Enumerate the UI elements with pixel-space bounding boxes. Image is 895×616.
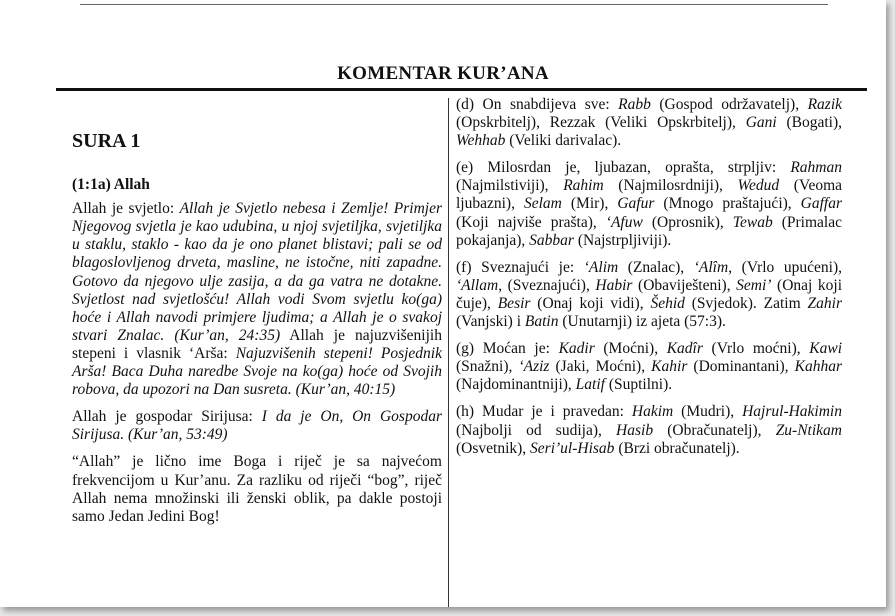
italic-text-run: Hakim <box>631 403 674 421</box>
italic-text-run: Batin <box>524 313 559 331</box>
italic-text-run: ‘Alim <box>583 258 619 276</box>
text-run: (Mudri), <box>673 403 743 421</box>
paragraph-f <box>456 259 842 331</box>
text-run: (Moćni), <box>594 340 667 358</box>
text-run: (Najmilosrdniji), <box>603 177 738 195</box>
text-run: (Opskrbitelj), Rezzak (Veliki Opskrbitelj), <box>456 114 746 132</box>
text-run: (Najstrpljiviji). <box>573 231 672 249</box>
verse-subheading: (1:1a) Allah <box>72 176 150 194</box>
text-run: (Znalac), <box>618 258 694 276</box>
italic-text-run: Kahhar <box>794 358 842 376</box>
text-run: (Dominantani), <box>687 358 795 376</box>
italic-text-run: ‘Alîm <box>693 258 729 276</box>
italic-text-run: Rahim <box>563 177 604 195</box>
text-run: (Onaj koji čuje), <box>456 276 843 312</box>
italic-text-run: Tewab <box>732 213 773 231</box>
italic-text-run: Kahir <box>651 358 688 376</box>
paragraph-g <box>456 340 842 394</box>
italic-text-run: Hajrul-Hakimin <box>742 403 842 421</box>
text-run: (Gospod održavatelj), <box>650 96 808 113</box>
text-run: , (Vrlo upućeni), <box>728 258 842 276</box>
text-run: Allah je svjetlo: <box>72 200 180 218</box>
paragraph-d <box>456 96 842 150</box>
italic-text-run: Kadîr <box>666 340 703 358</box>
text-run: (Mir), <box>561 195 618 213</box>
italic-text-run: Zahir <box>807 294 842 312</box>
text-run: (Koji najviše prašta), <box>456 213 606 231</box>
italic-text-run: Seri’ul-Hisab <box>530 439 615 457</box>
text-run: (Primalac pokajanja), <box>456 213 842 249</box>
paragraph-allah-name <box>72 453 442 525</box>
text-run: (g) Moćan je: <box>456 340 559 358</box>
text-run: (Jaki, Moćni), <box>549 358 652 376</box>
italic-text-run: I da je On, On Gospodar Sirijusa. (Kur’an, 53:49) <box>72 408 442 444</box>
italic-text-run: ‘Aziz <box>518 358 550 376</box>
top-rule <box>80 4 828 5</box>
text-run: (Svjedok). Zatim <box>684 294 808 312</box>
italic-text-run: Gaffar <box>800 195 843 213</box>
text-run: (d) On snabdijeva sve: <box>456 96 619 113</box>
text-run: (Obračunatelj), <box>653 421 776 439</box>
italic-text-run: Najuzvišenih stepeni! Posjednik Arša! Baca Duha naredbe Svoje na ko(ga) hoće od Svojih robova, da upozori na Dan susreta. (Kur’an, 40:15) <box>72 344 442 399</box>
italic-text-run: Besir <box>497 294 531 312</box>
text-run: (Osvetnik), <box>456 439 531 457</box>
italic-text-run: Wedud <box>737 177 780 195</box>
italic-text-run: ‘Allam <box>456 276 499 294</box>
paragraph-allah-light <box>72 200 442 399</box>
text-run: (Brzi obračunatelj). <box>614 439 740 457</box>
right-column <box>456 96 842 467</box>
text-run: , (Sveznajući), <box>498 276 596 294</box>
italic-text-run: Rabb <box>618 96 651 113</box>
italic-text-run: ‘Afuw <box>605 213 643 231</box>
italic-text-run: Habir <box>595 276 633 294</box>
italic-text-run: Wehhab <box>456 132 506 150</box>
text-run: (Veliki darivalac). <box>505 132 622 150</box>
italic-text-run: Semi’ <box>736 276 772 294</box>
paragraph-sirius <box>72 408 442 444</box>
column-divider <box>448 98 449 607</box>
text-run: Allah je najuzvišenijih stepeni i vlasnik ‘Arša: <box>72 326 442 362</box>
text-run: (Mnogo praštajući), <box>654 195 801 213</box>
running-title: KOMENTAR KUR’ANA <box>337 63 549 84</box>
text-run: (h) Mudar je i pravedan: <box>456 403 632 421</box>
text-run: (Unutarnji) iz ajeta (57:3). <box>558 313 726 331</box>
text-run: (Suptilni). <box>604 376 673 394</box>
text-run: (Snažni), <box>456 358 519 376</box>
italic-text-run: Sabbar <box>529 231 574 249</box>
left-column <box>72 96 442 535</box>
text-run: (Najbolji od sudija), <box>456 421 617 439</box>
italic-text-run: Gani <box>745 114 777 132</box>
paragraph-h <box>456 403 842 457</box>
italic-text-run: Allah je Svjetlo nebesa i Zemlje! Primjer Njegovog svjetla je kao udubina, u njoj svjetiljka, svjetiljka u staklu, staklo - kao da je ono planet blistavi; pali se od blagoslovljenog drveta, masline, ne istočne, niti zapadne. Gotovo da njegovo ulje zasija, a da ga vatra ne dotakne. Svjetlost nad svjetlošću! Allah vodi Svom svjetlu ko(ga) hoće i Allah navodi primjere ljudima; a Allah je o svakoj stvari Znalac. (Kur’an, 24:35) <box>72 200 443 344</box>
sura-title: SURA 1 <box>72 130 141 152</box>
text-run: (Obaviješteni), <box>632 276 737 294</box>
italic-text-run: Kawi <box>809 340 843 358</box>
text-run: “Allah” je lično ime Boga i riječ je sa najvećom frekvencijom u Kur’anu. Za razliku od riječi “bog”, riječ Allah nema množinski ili ženski oblik, pa dakle postoji samo Jedan Jedini Bog! <box>72 453 442 525</box>
text-run: (Veoma ljubazni), <box>456 177 843 213</box>
italic-text-run: Zu-Ntikam <box>775 421 842 439</box>
text-run: (Najdominantniji), <box>456 376 576 394</box>
italic-text-run: Latif <box>575 376 605 394</box>
text-run: (e) Milosrdan je, ljubazan, oprašta, strpljiv: <box>456 159 791 177</box>
italic-text-run: Razik <box>807 96 842 113</box>
text-run: (Vrlo moćni), <box>702 340 810 358</box>
paragraph-e <box>456 159 842 249</box>
italic-text-run: Selam <box>523 195 562 213</box>
header-rule <box>56 88 867 91</box>
text-run: (Bogati), <box>776 114 843 132</box>
italic-text-run: Rahman <box>790 159 842 177</box>
italic-text-run: Kadir <box>558 340 595 358</box>
italic-text-run: Hasib <box>616 421 654 439</box>
italic-text-run: Šehid <box>650 294 685 312</box>
text-run: (f) Sveznajući je: <box>456 258 584 276</box>
italic-text-run: Gafur <box>617 195 655 213</box>
text-run: (Najmilstiviji), <box>456 177 564 195</box>
text-run: (Vanjski) i <box>456 313 525 331</box>
text-run: Allah je gospodar Sirijusa: <box>72 408 262 426</box>
text-run: (Onaj koji vidi), <box>530 294 651 312</box>
text-run: (Oprosnik), <box>642 213 733 231</box>
